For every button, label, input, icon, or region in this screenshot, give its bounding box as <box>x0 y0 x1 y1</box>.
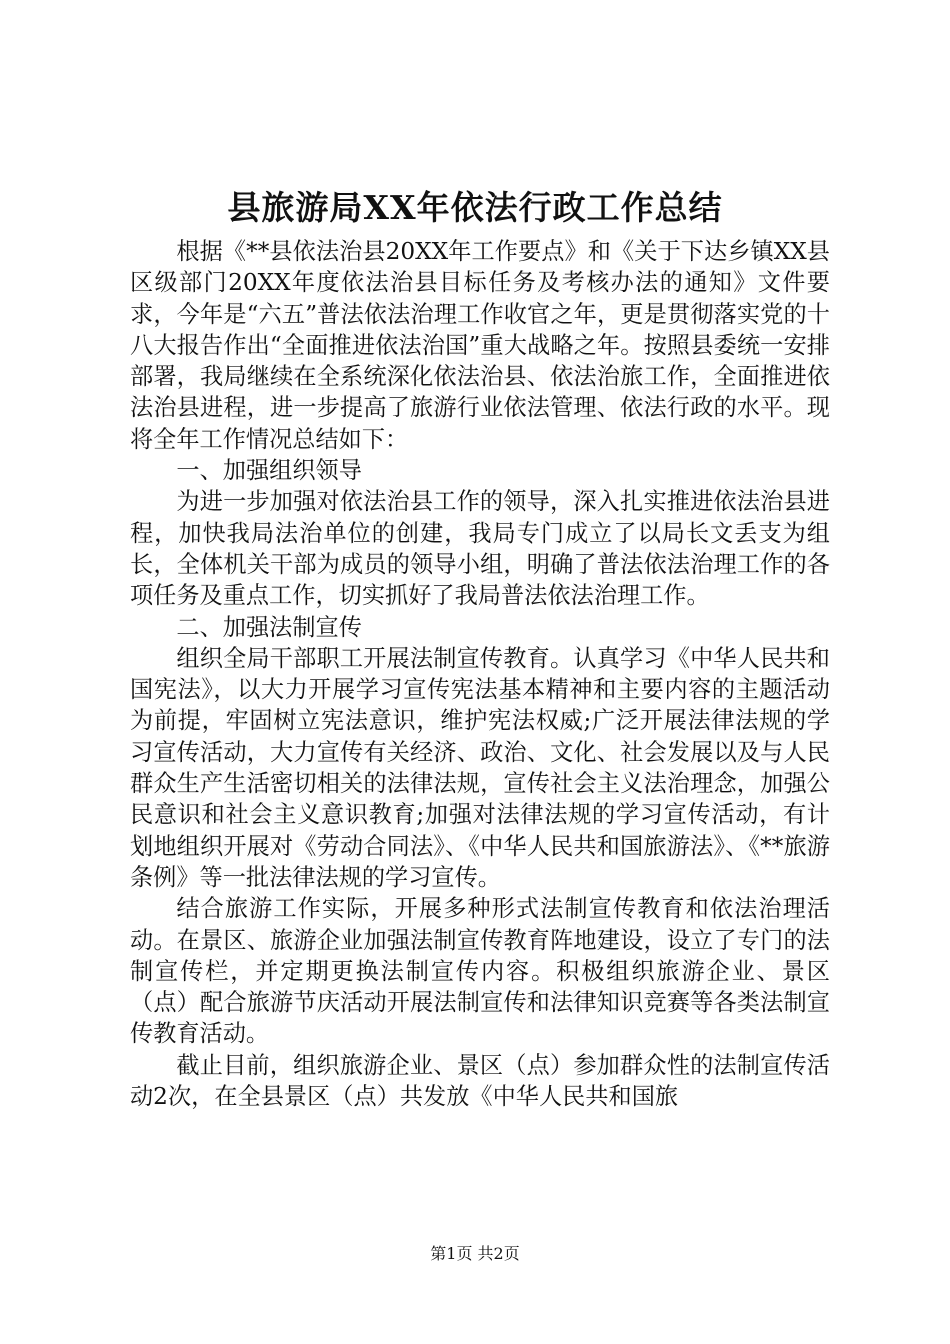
page-footer: 第1页 共2页 <box>430 1244 520 1263</box>
organization-paragraph: 为进一步加强对依法治县工作的领导，深入扎实推进依法治县进程，加快我局法治单位的创建，我局专门成立了以局长文丢支为组长，全体机关干部为成员的领导小组，明确了普法依法治理工作的各项任务及重点工作，切实抓好了我局普法依法治理工作。 <box>130 488 830 610</box>
section-heading-publicity: 二、加强法制宣传 <box>176 613 362 641</box>
intro-paragraph: 根据《**县依法治县20XX年工作要点》和《关于下达乡镇XX县区级部门20XX年度依法治县目标任务及考核办法的通知》文件要求，今年是“六五”普法依法治理工作收官之年，更是贯彻落实党的十八大报告作出“全面推进依法治国”重大战略之年。按照县委统一安排部署，我局继续在全系统深化依法治县、依法治旅工作，全面推进依法治县进程，进一步提高了旅游行业依法管理、依法行政的水平。现将全年工作情况总结如下： <box>130 238 830 453</box>
page-title: 县旅游局XX年依法行政工作总结 <box>227 188 723 227</box>
publicity-paragraph: 组织全局干部职工开展法制宣传教育。认真学习《中华人民共和国宪法》，以大力开展学习宣传宪法基本精神和主要内容的主题活动为前提，牢固树立宪法意识，维护宪法权威;广泛开展法律法规的学习宣传活动，大力宣传有关经济、政治、文化、社会发展以及与人民群众生产生活密切相关的法律法规，宣传社会主义法治理念，加强公民意识和社会主义意识教育;加强对法律法规的学习宣传活动，有计划地组织开展对《劳动合同法》、《中华人民共和国旅游法》、《**旅游条例》等一批法律法规的学习宣传。 <box>130 644 830 891</box>
progress-paragraph: 截止目前，组织旅游企业、景区（点）参加群众性的法制宣传活动2次，在全县景区（点）共发放《中华人民共和国旅 <box>130 1051 830 1111</box>
tourism-practice-paragraph: 结合旅游工作实际，开展多种形式法制宣传教育和依法治理活动。在景区、旅游企业加强法制宣传教育阵地建设，设立了专门的法制宣传栏，并定期更换法制宣传内容。积极组织旅游企业、景区（点）配合旅游节庆活动开展法制宣传和法律知识竞赛等各类法制宣传教育活动。 <box>130 895 830 1048</box>
document-body <box>130 236 830 1112</box>
section-heading-organization: 一、加强组织领导 <box>176 457 362 485</box>
